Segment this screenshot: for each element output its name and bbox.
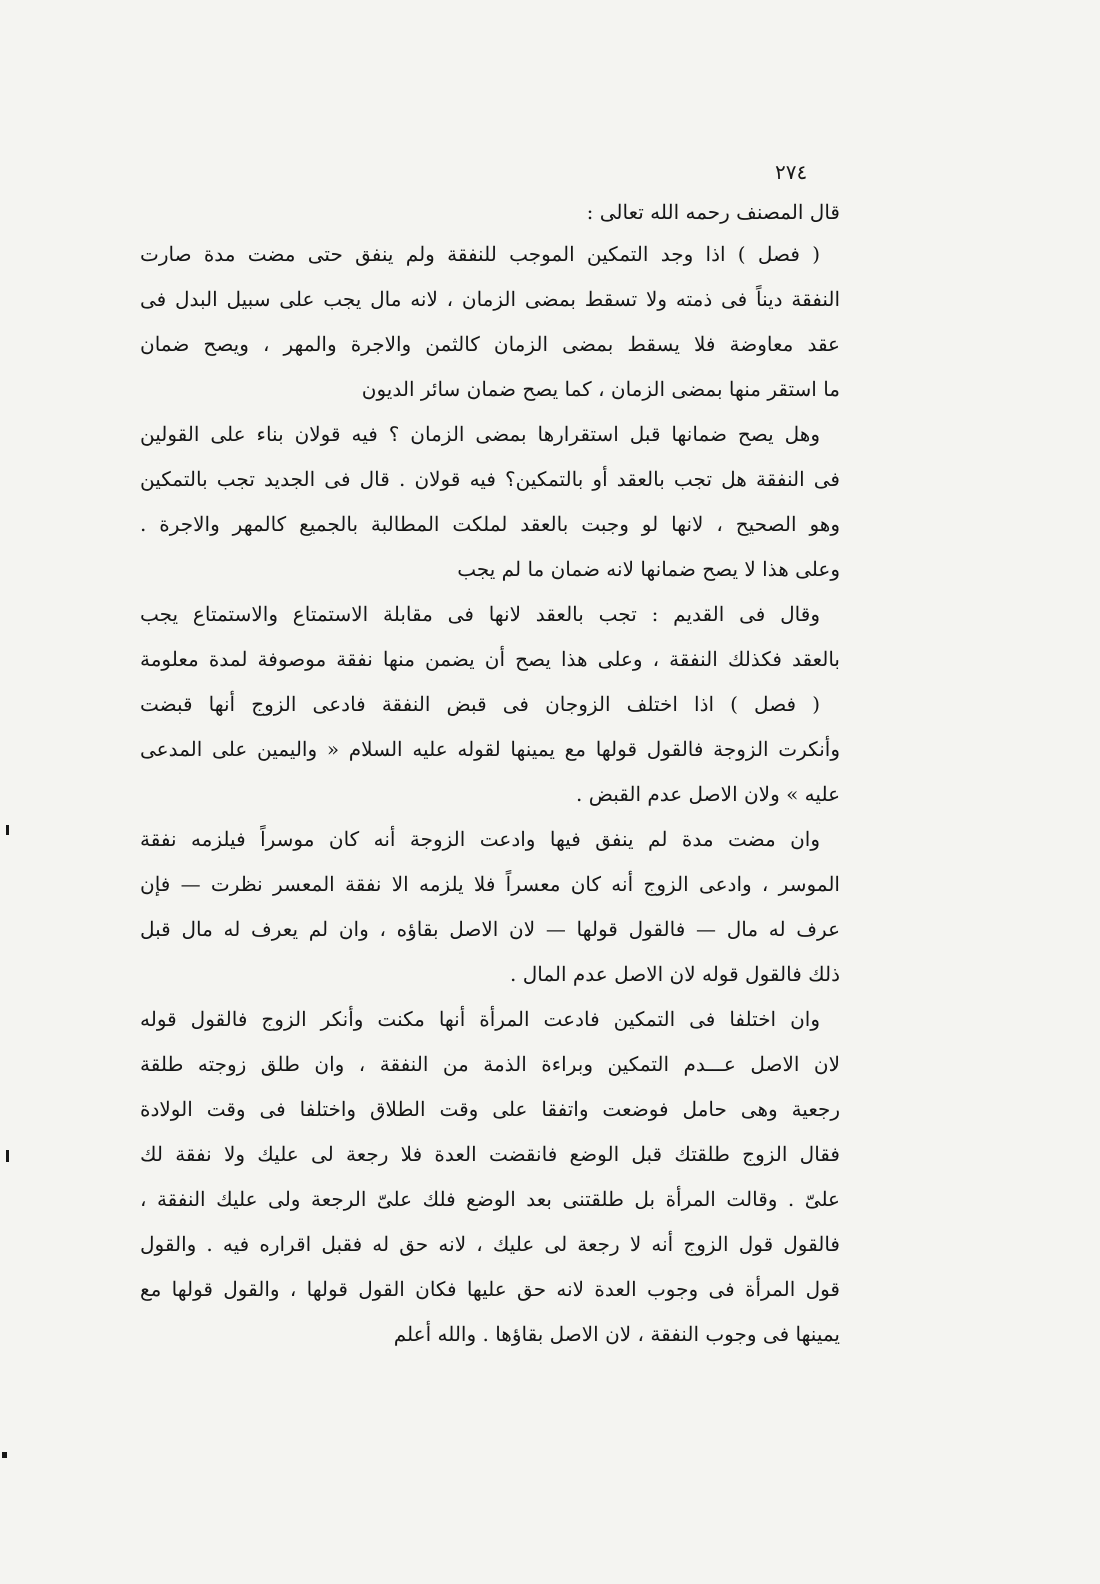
text-line: رجعية وهى حامل فوضعت واتفقا على وقت الطلاق واختلفا فى وقت الولادة (140, 1097, 840, 1121)
page-number: ٢٧٤ (775, 160, 808, 184)
text-block (140, 160, 840, 1357)
text-line: وهو الصحيح ، لانها لو وجبت بالعقد لملكت المطالبة بالجميع كالمهر والاجرة . (140, 512, 840, 536)
scan-mark (6, 1150, 9, 1162)
text-line: وان مضت مدة لم ينفق فيها وادعت الزوجة أنه كان موسراً فيلزمه نفقة (140, 827, 820, 851)
text-line: وعلى هذا لا يصح ضمانها لانه ضمان ما لم يجب (457, 557, 840, 581)
text-line: النفقة ديناً فى ذمته ولا تسقط بمضى الزمان ، لانه مال يجب على سبيل البدل فى (140, 287, 840, 311)
text-line: ( فصل ) اذا اختلف الزوجان فى قبض النفقة فادعى الزوج أنها قبضت (140, 692, 820, 716)
text-line: لان الاصل عـــدم التمكين وبراءة الذمة من النفقة ، وان طلق زوجته طلقة (140, 1052, 840, 1076)
text-line: فالقول قول الزوج أنه لا رجعة لى عليك ، لانه حق له فقبل اقراره فيه . والقول (140, 1232, 840, 1256)
scan-mark (6, 825, 9, 835)
text-line: فقال الزوج طلقتك قبل الوضع فانقضت العدة فلا رجعة لى عليك ولا نفقة لك (140, 1142, 840, 1166)
heading-line: قال المصنف رحمه الله تعالى : (586, 200, 840, 224)
text-line: وان اختلفا فى التمكين فادعت المرأة أنها مكنت وأنكر الزوج فالقول قوله (140, 1007, 820, 1031)
text-line: وهل يصح ضمانها قبل استقرارها بمضى الزمان ؟ فيه قولان بناء على القولين (140, 422, 820, 446)
text-line: قول المرأة فى وجوب العدة لانه حق عليها فكان القول قولها ، والقول قولها مع (140, 1277, 840, 1301)
text-line: ما استقر منها بمضى الزمان ، كما يصح ضمان سائر الديون (361, 377, 840, 401)
text-line: عليه » ولان الاصل عدم القبض . (575, 782, 840, 806)
text-line: ( فصل ) اذا وجد التمكين الموجب للنفقة ولم ينفق حتى مضت مدة صارت (140, 242, 820, 266)
text-line: عرف له مال — فالقول قولها — لان الاصل بقاؤه ، وان لم يعرف له مال قبل (140, 917, 840, 941)
text-line: بالعقد فكذلك النفقة ، وعلى هذا يصح أن يضمن منها نفقة موصوفة لمدة معلومة (140, 647, 840, 671)
text-line: عقد معاوضة فلا يسقط بمضى الزمان كالثمن والاجرة والمهر ، ويصح ضمان (140, 332, 840, 356)
text-line: فى النفقة هل تجب بالعقد أو بالتمكين؟ فيه قولان . قال فى الجديد تجب بالتمكين (140, 467, 840, 491)
text-line: وأنكرت الزوجة فالقول قولها مع يمينها لقوله عليه السلام « واليمين على المدعى (140, 737, 840, 761)
scan-mark (2, 1452, 7, 1458)
text-line: يمينها فى وجوب النفقة ، لان الاصل بقاؤها . والله أعلم (393, 1322, 840, 1346)
text-line: وقال فى القديم : تجب بالعقد لانها فى مقابلة الاستمتاع والاستمتاع يجب (140, 602, 820, 626)
text-line: الموسر ، وادعى الزوج أنه كان معسراً فلا يلزمه الا نفقة المعسر نظرت — فإن (140, 872, 840, 896)
text-line: ذلك فالقول قوله لان الاصل عدم المال . (510, 962, 840, 986)
text-line: علىّ . وقالت المرأة بل طلقتنى بعد الوضع فلك علىّ الرجعة ولى عليك النفقة ، (140, 1187, 840, 1211)
